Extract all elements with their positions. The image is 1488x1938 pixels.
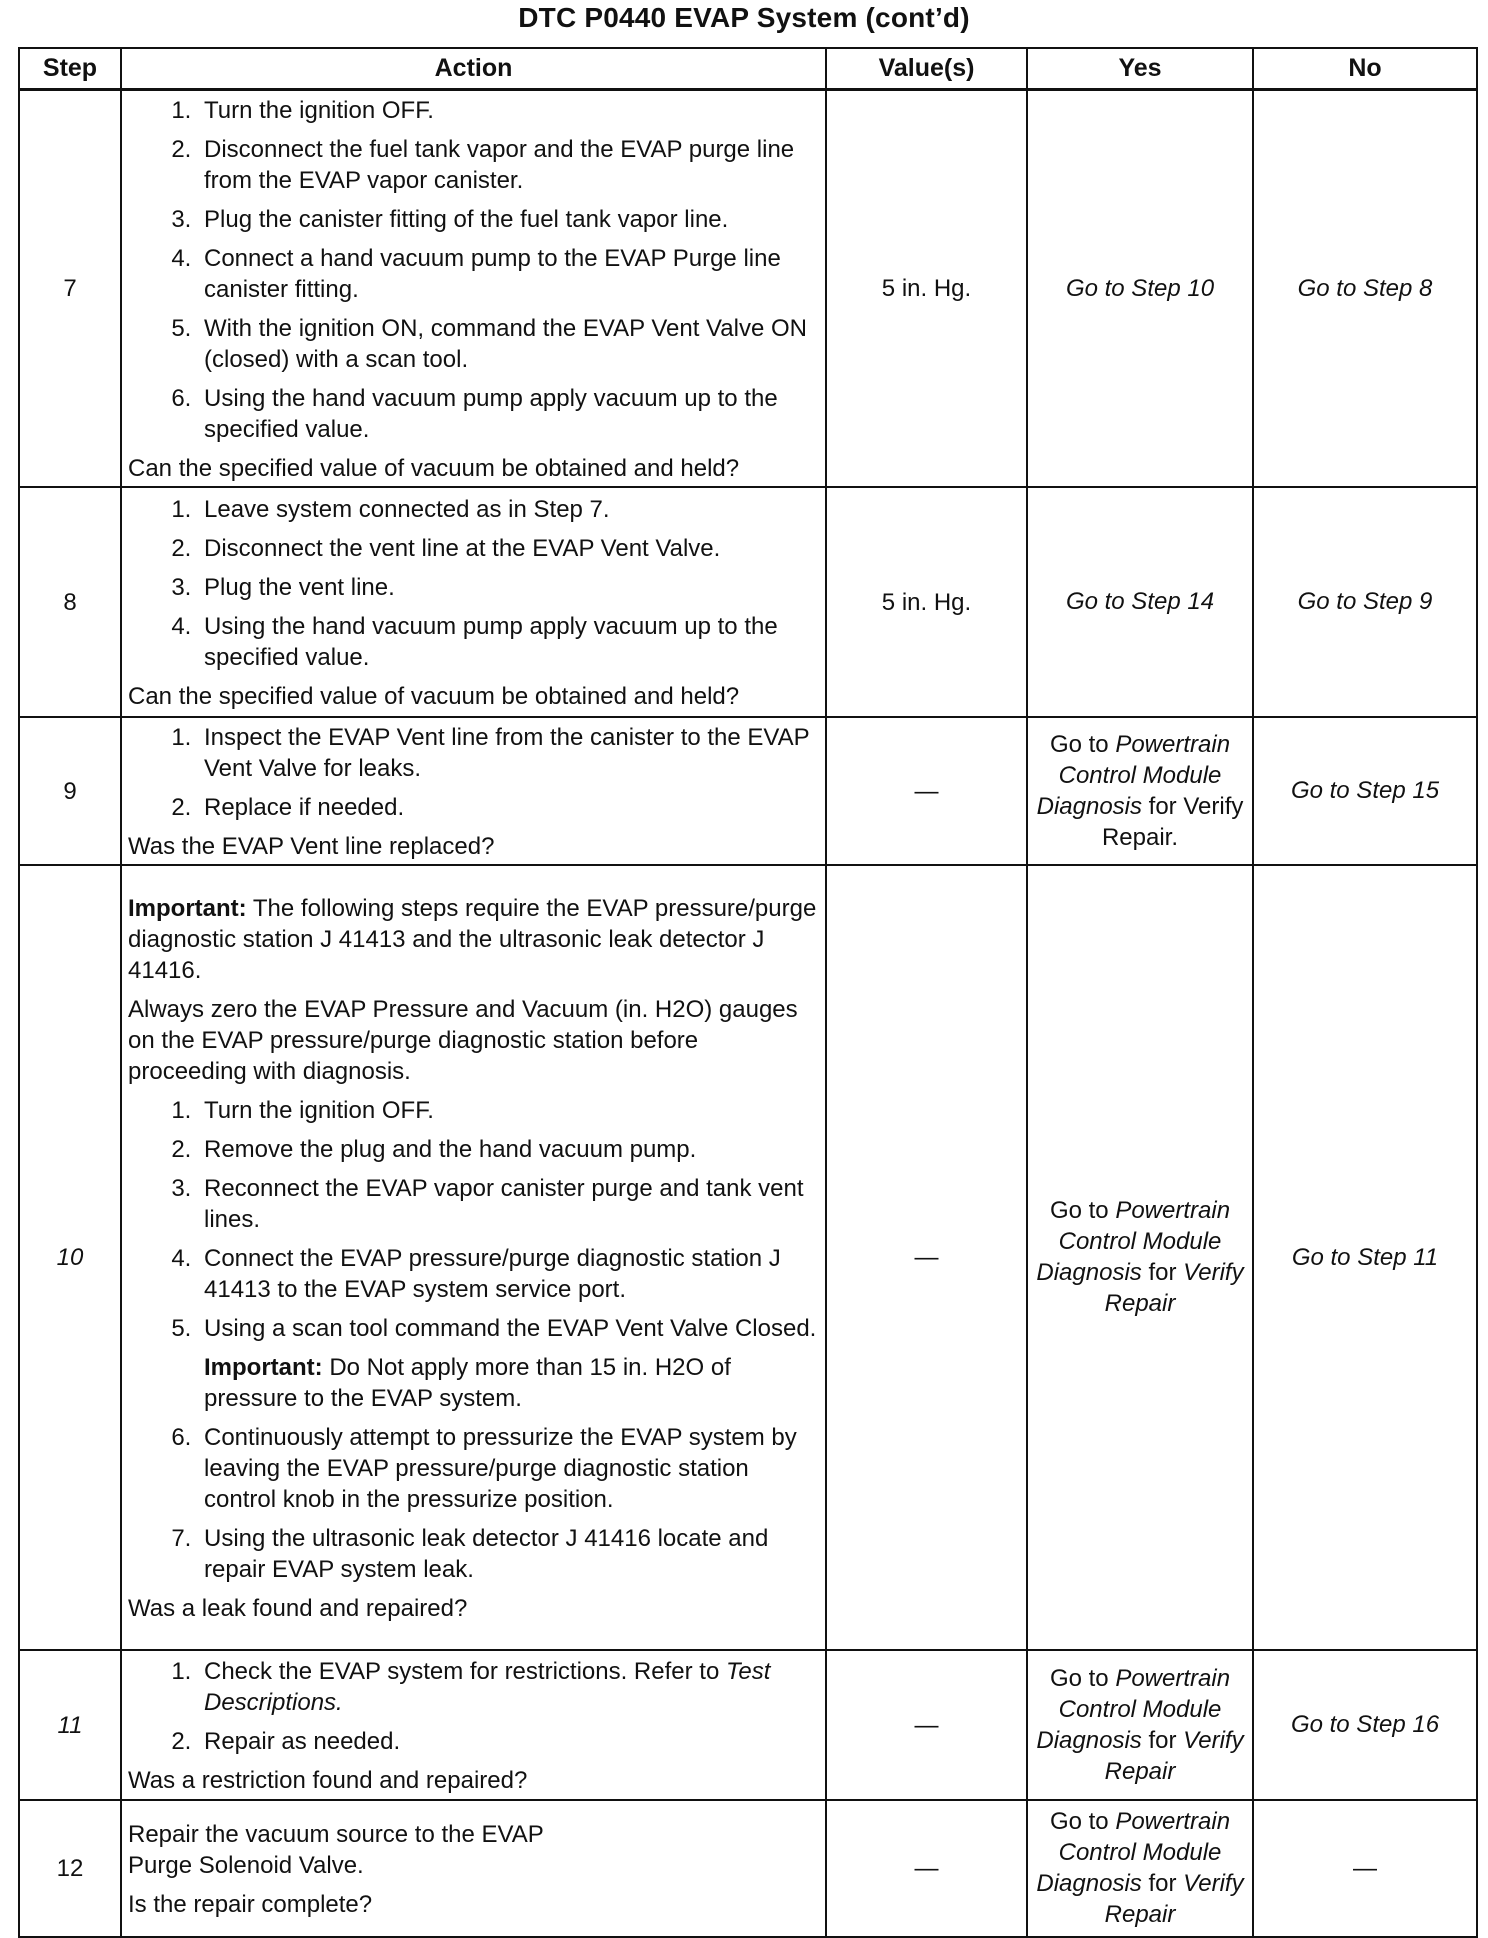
- table-row-step-8: [19, 487, 1477, 717]
- action-item: 3. Plug the vent line.: [198, 572, 817, 603]
- action-cell: [121, 1800, 826, 1937]
- value-cell: 5 in. Hg.: [826, 90, 1027, 488]
- yes-text-reference: Powertrain Control Module Diagnosis: [1036, 1197, 1231, 1286]
- action-cell: [121, 1650, 826, 1800]
- action-question: Can the specified value of vacuum be obtained and held?: [128, 455, 740, 482]
- action-cell: [121, 487, 826, 717]
- action-question: Was a restriction found and repaired?: [128, 1767, 528, 1794]
- table-row-step-9: [19, 717, 1477, 865]
- step-number: 12: [19, 1800, 121, 1937]
- value-cell: —: [826, 865, 1027, 1650]
- step-number: 8: [19, 487, 121, 717]
- yes-text-pre: Go to: [1049, 1197, 1116, 1224]
- action-cell: [121, 865, 826, 1650]
- yes-text-verify: Verify Repair: [1104, 1259, 1244, 1317]
- yes-text-post: for: [1141, 1726, 1184, 1754]
- page-title: DTC P0440 EVAP System (cont’d): [518, 2, 970, 33]
- yes-text-pre: Go to: [1049, 730, 1116, 758]
- sub-important-text: Do Not apply more than 15 in. H2O of pressure to the EVAP system.: [204, 1354, 731, 1412]
- action-item: 6. Continuously attempt to pressurize the EVAP system by leaving the EVAP pressure/purge diagnostic station control knob in the pressurize position.: [198, 1422, 817, 1515]
- value-cell: 5 in. Hg.: [826, 487, 1027, 717]
- action-item: 4. Using the hand vacuum pump apply vacuum up to the specified value.: [198, 611, 817, 673]
- action-item: 5. With the ignition ON, command the EVAP Vent Valve ON (closed) with a scan tool.: [198, 313, 817, 375]
- yes-text-post: for: [1141, 1259, 1184, 1286]
- no-cell: Go to Step 11: [1253, 865, 1477, 1650]
- important-note: [128, 893, 817, 986]
- sub-important-note: [204, 1352, 817, 1414]
- action-item: 1. Turn the ignition OFF.: [198, 1095, 817, 1126]
- diagnostic-table: [18, 47, 1478, 1938]
- no-cell: Go to Step 16: [1253, 1650, 1477, 1800]
- action-cell: [121, 717, 826, 865]
- test-descriptions-reference: Test Descriptions.: [204, 1658, 771, 1716]
- action-list: [128, 494, 817, 673]
- no-cell: Go to Step 15: [1253, 717, 1477, 865]
- header-no: No: [1253, 48, 1477, 90]
- yes-text-reference: Powertrain Control Module Diagnosis: [1036, 1808, 1231, 1897]
- action-item: 4. Connect the EVAP pressure/purge diagnostic station J 41413 to the EVAP system service port.: [198, 1243, 817, 1305]
- header-step: Step: [19, 48, 121, 90]
- action-list: [128, 1656, 817, 1757]
- action-item: 2. Replace if needed.: [198, 792, 817, 823]
- action-cell: [121, 90, 826, 488]
- no-cell: —: [1253, 1800, 1477, 1937]
- action-item: 7. Using the ultrasonic leak detector J 41416 locate and repair EVAP system leak.: [198, 1523, 817, 1585]
- header-values: Value(s): [826, 48, 1027, 90]
- action-item: 3. Reconnect the EVAP vapor canister purge and tank vent lines.: [198, 1173, 817, 1235]
- action-text: Repair the vacuum source to the EVAP Purge Solenoid Valve.: [128, 1821, 544, 1879]
- table-row-step-10: [19, 865, 1477, 1650]
- value-cell: —: [826, 717, 1027, 865]
- action-item: 2. Disconnect the fuel tank vapor and the EVAP purge line from the EVAP vapor canister.: [198, 134, 817, 196]
- action-item-text: Check the EVAP system for restrictions. Refer to: [204, 1658, 726, 1685]
- action-list: [128, 95, 817, 445]
- action-item: 6. Using the hand vacuum pump apply vacuum up to the specified value.: [198, 383, 817, 445]
- action-question: Is the repair complete?: [128, 1891, 373, 1918]
- yes-text-post: for: [1141, 1870, 1184, 1897]
- yes-text-pre: Go to: [1049, 1808, 1116, 1835]
- header-action: Action: [121, 48, 826, 90]
- action-item: 2. Remove the plug and the hand vacuum pump.: [198, 1134, 817, 1165]
- step-number: 7: [19, 90, 121, 488]
- yes-text-verify: Verify Repair: [1104, 1870, 1244, 1928]
- action-item: 4. Connect a hand vacuum pump to the EVAP Purge line canister fitting.: [198, 243, 817, 305]
- action-item: 3. Plug the canister fitting of the fuel tank vapor line.: [198, 204, 817, 235]
- yes-cell: Go to Step 10: [1027, 90, 1253, 488]
- action-item: 2. Repair as needed.: [198, 1726, 817, 1757]
- step-number: 11: [19, 1650, 121, 1800]
- yes-cell: [1027, 717, 1253, 865]
- value-cell: —: [826, 1800, 1027, 1937]
- action-list: [128, 1095, 817, 1585]
- value-cell: —: [826, 1650, 1027, 1800]
- yes-text-reference: Powertrain Control Module Diagnosis: [1036, 730, 1231, 820]
- important-text: The following steps require the EVAP pressure/purge diagnostic station J 41413 and the ultrasonic leak detector J 41416.: [128, 895, 817, 984]
- no-cell: Go to Step 8: [1253, 90, 1477, 488]
- action-item: 1. Leave system connected as in Step 7.: [198, 494, 817, 525]
- sub-important-label: Important:: [204, 1354, 323, 1381]
- action-item-text: Using a scan tool command the EVAP Vent Valve Closed.: [204, 1315, 817, 1342]
- yes-text-post: for Verify Repair.: [1101, 792, 1244, 851]
- action-item: [198, 1656, 817, 1718]
- yes-cell: Go to Step 14: [1027, 487, 1253, 717]
- step-number: 9: [19, 717, 121, 865]
- yes-cell: [1027, 1800, 1253, 1937]
- action-item: 2. Disconnect the vent line at the EVAP Vent Valve.: [198, 533, 817, 564]
- action-item: 1. Turn the ignition OFF.: [198, 95, 817, 126]
- important-label: Important:: [128, 895, 247, 922]
- action-question: Can the specified value of vacuum be obtained and held?: [128, 683, 740, 710]
- table-row-step-11: [19, 1650, 1477, 1800]
- no-cell: Go to Step 9: [1253, 487, 1477, 717]
- action-item: 1. Inspect the EVAP Vent line from the canister to the EVAP Vent Valve for leaks.: [198, 722, 817, 784]
- yes-cell: [1027, 865, 1253, 1650]
- zero-gauges-note: Always zero the EVAP Pressure and Vacuum (in. H2O) gauges on the EVAP pressure/purge diagnostic station before proceeding with diagnosis.: [128, 996, 798, 1085]
- step-number: 10: [19, 865, 121, 1650]
- yes-text-verify: Verify Repair: [1104, 1726, 1244, 1785]
- action-question: Was the EVAP Vent line replaced?: [128, 833, 495, 860]
- table-row-step-7: [19, 90, 1477, 488]
- yes-text-pre: Go to: [1049, 1664, 1116, 1692]
- action-item: [198, 1313, 817, 1414]
- action-list: [128, 722, 817, 823]
- table-header-row: [19, 48, 1477, 90]
- yes-cell: [1027, 1650, 1253, 1800]
- yes-text-reference: Powertrain Control Module Diagnosis: [1036, 1664, 1231, 1754]
- action-question: Was a leak found and repaired?: [128, 1595, 468, 1622]
- table-row-step-12: [19, 1800, 1477, 1937]
- header-yes: Yes: [1027, 48, 1253, 90]
